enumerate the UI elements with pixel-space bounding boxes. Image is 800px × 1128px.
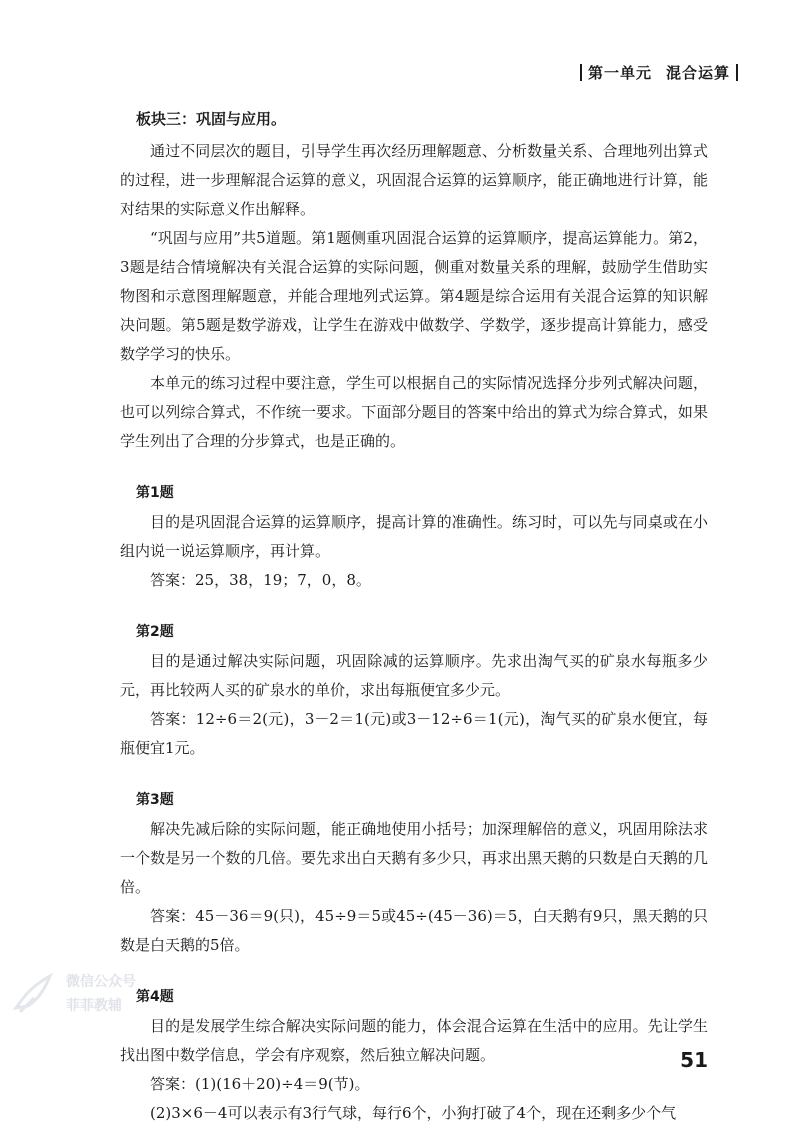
page-content <box>120 108 708 1128</box>
section-paragraph: “巩固与应用”共5道题。第1题侧重巩固混合运算的运算顺序，提高运算能力。第2，3题是结合情境解决有关混合运算的实际问题，侧重对数量关系的理解，鼓励学生借助实物图和示意图理解题意，并能合理地列式运算。第4题是综合运用有关混合运算的知识解决问题。第5题是数学游戏，让学生在游戏中做数学、学数学，逐步提高计算能力，感受数学学习的快乐。 <box>120 229 708 363</box>
question-title: 第4题 <box>136 989 174 1005</box>
header-right-bar <box>736 64 738 81</box>
watermark-line1: 微信公众号 <box>66 974 136 990</box>
question-text: 目的是通过解决实际问题，巩固除减的运算顺序。先求出淘气买的矿泉水每瓶多少元，再比较两人买的矿泉水的单价，求出每瓶便宜多少元。 <box>120 652 708 699</box>
bird-logo-icon <box>10 968 62 1020</box>
watermark-line2: 菲菲教辅 <box>66 998 122 1014</box>
question-title: 第3题 <box>136 792 174 808</box>
question-title: 第2题 <box>136 624 174 640</box>
section-paragraph: 本单元的练习过程中要注意，学生可以根据自己的实际情况选择分步列式解决问题，也可以列综合算式，不作统一要求。下面部分题目的答案中给出的算式为综合算式，如果学生列出了合理的分步算式，也是正确的。 <box>120 374 708 450</box>
question-answer: 答案：12÷6＝2(元)，3－2＝1(元)或3－12÷6＝1(元)，淘气买的矿泉水便宜，每瓶便宜1元。 <box>120 710 708 757</box>
question-answer: 答案：25，38，19；7，0，8。 <box>150 571 371 589</box>
header-left-bar <box>580 64 582 81</box>
header-topic: 混合运算 <box>665 64 730 82</box>
question-answer: 答案：45－36＝9(只)，45÷9＝5或45÷(45－36)＝5，白天鹅有9只，黑天鹅的只数是白天鹅的5倍。 <box>120 907 708 954</box>
question-answer-continued: (2)3×6－4可以表示有3行气球，每行6个，小狗打破了4个，现在还剩多少个气 <box>150 1104 677 1122</box>
question-title: 第1题 <box>136 485 174 501</box>
question-text: 目的是发展学生综合解决实际问题的能力，体会混合运算在生活中的应用。先让学生找出图中数学信息，学会有序观察，然后独立解决问题。 <box>120 1017 708 1064</box>
running-header <box>574 62 744 83</box>
question-text: 目的是巩固混合运算的运算顺序，提高计算的准确性。练习时，可以先与同桌或在小组内说一说运算顺序，再计算。 <box>120 513 708 560</box>
question-answer: 答案：(1)(16＋20)÷4＝9(节)。 <box>150 1075 370 1093</box>
header-unit: 第一单元 <box>587 64 652 82</box>
watermark <box>10 966 158 1024</box>
page-number: 51 <box>680 1048 708 1072</box>
question-text: 解决先减后除的实际问题，能正确地使用小括号；加深理解倍的意义，巩固用除法求一个数是另一个数的几倍。要先求出白天鹅有多少只，再求出黑天鹅的只数是白天鹅的几倍。 <box>120 820 708 896</box>
section-title: 板块三：巩固与应用。 <box>136 110 287 128</box>
section-paragraph: 通过不同层次的题目，引导学生再次经历理解题意、分析数量关系、合理地列出算式的过程，进一步理解混合运算的意义，巩固混合运算的运算顺序，能正确地进行计算，能对结果的实际意义作出解释。 <box>120 142 708 218</box>
